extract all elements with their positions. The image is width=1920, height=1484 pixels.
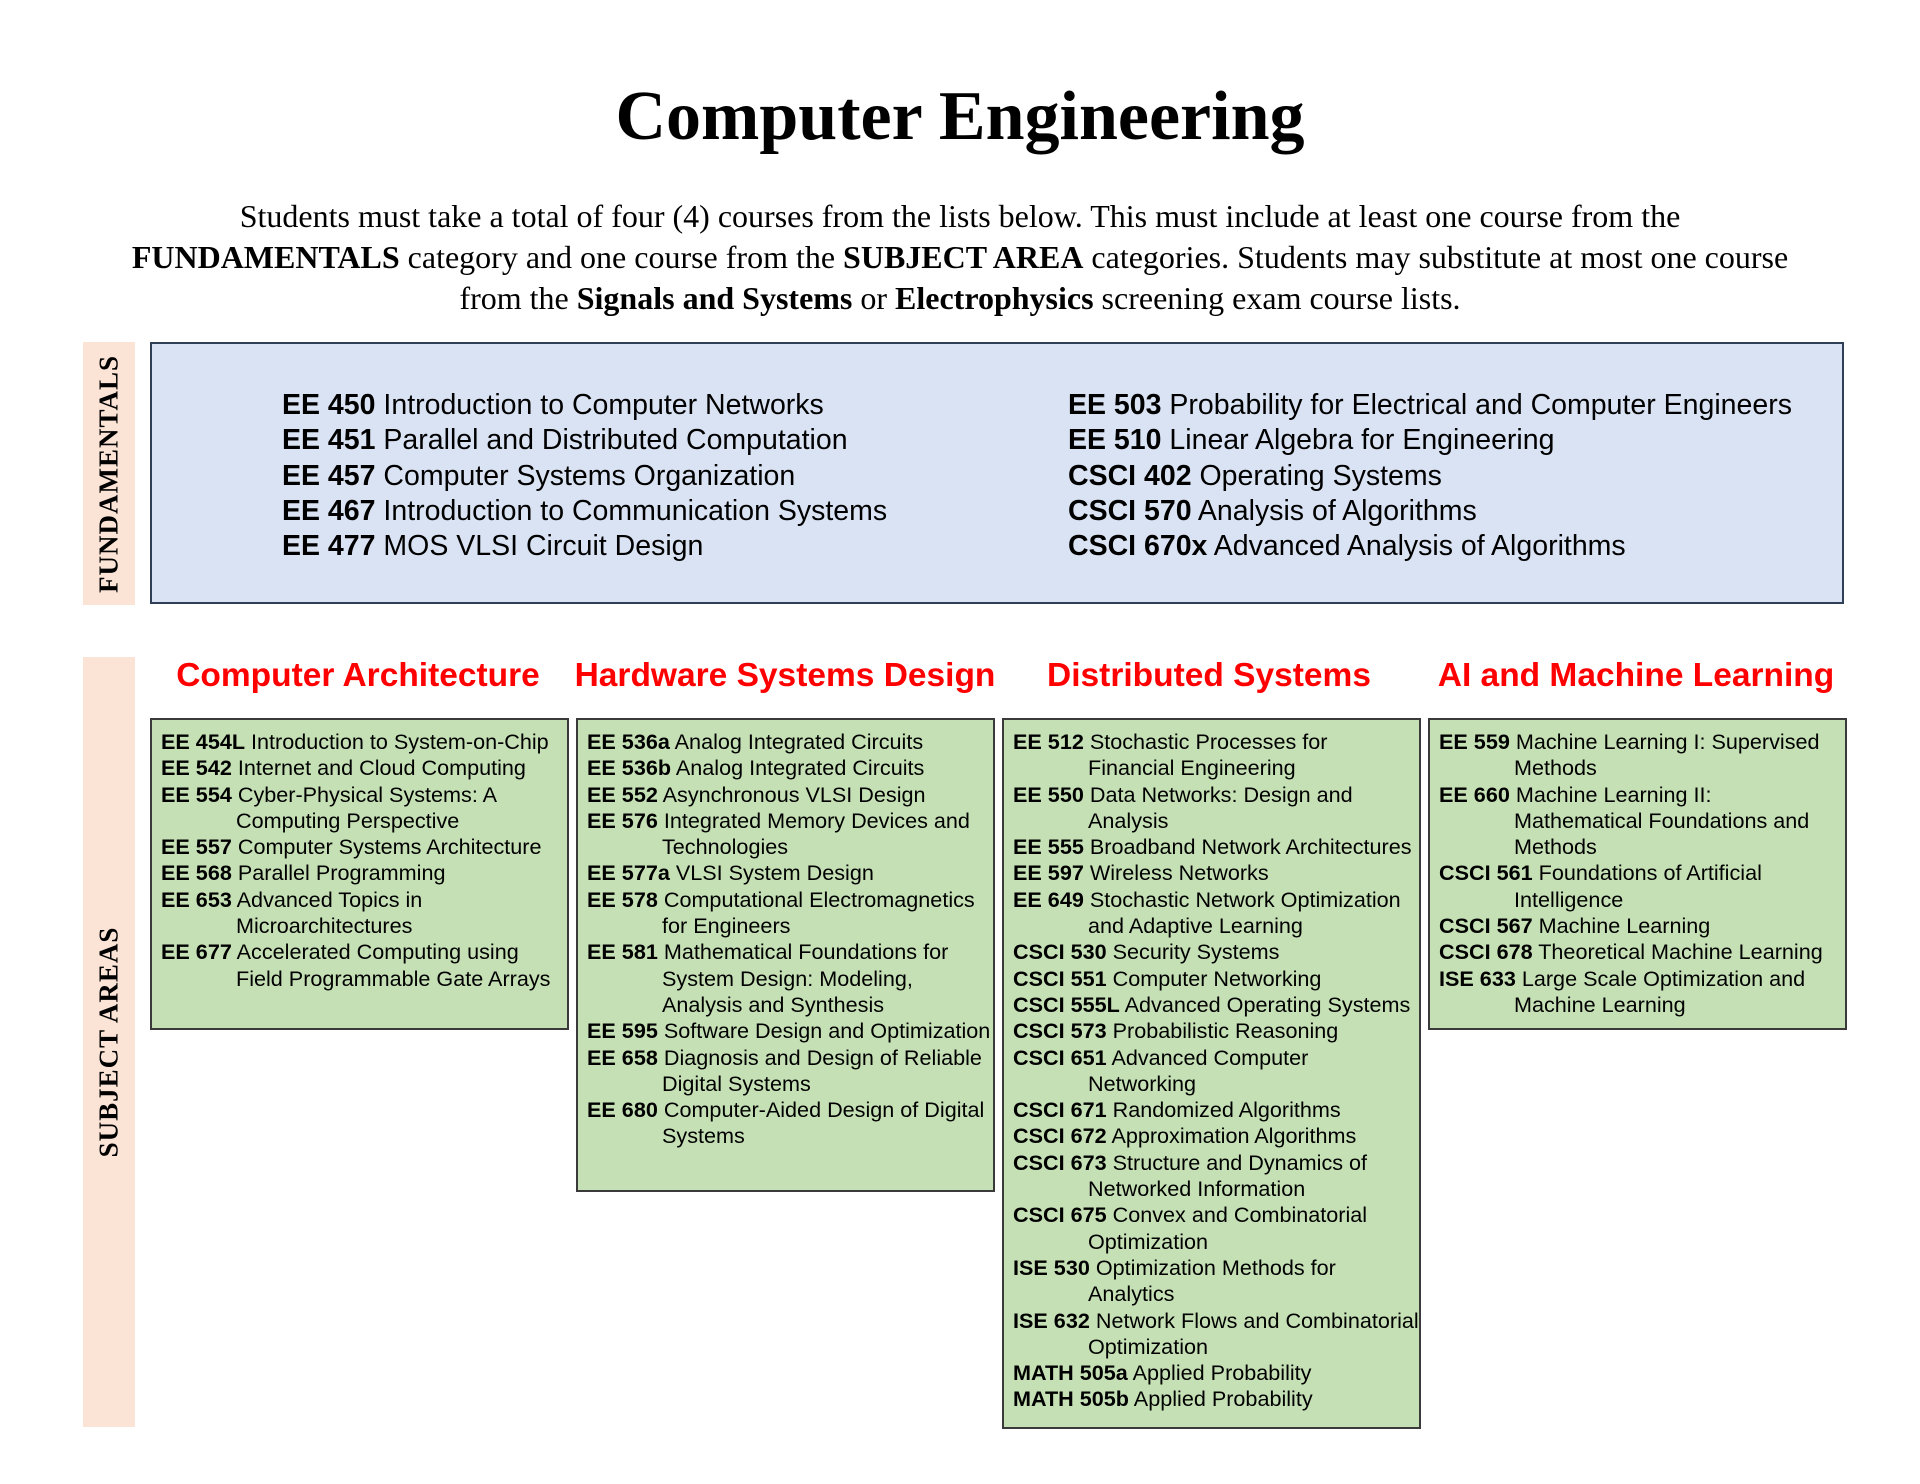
course-name: Linear Algebra for Engineering bbox=[1169, 424, 1555, 457]
course-item bbox=[1013, 887, 1419, 940]
course-item bbox=[1439, 729, 1845, 782]
course-name: Structure and Dynamics of Networked Information bbox=[1088, 1149, 1368, 1202]
course-item bbox=[1013, 992, 1419, 1018]
course-code: EE 677 bbox=[161, 939, 232, 965]
course-item bbox=[587, 755, 993, 781]
course-name: Advanced Computer Networking bbox=[1088, 1044, 1309, 1096]
course-name: Introduction to Computer Networks bbox=[383, 389, 824, 421]
course-item bbox=[161, 782, 567, 835]
course-name: Convex and Combinatorial Optimization bbox=[1088, 1202, 1368, 1254]
course-item bbox=[161, 887, 567, 940]
course-name: Foundations of Artificial Intelligence bbox=[1514, 860, 1762, 912]
intro-bold-fundamentals: FUNDAMENTALS bbox=[131, 239, 400, 275]
course-item bbox=[161, 834, 567, 860]
course-code: CSCI 570 bbox=[1068, 494, 1192, 527]
course-name: Applied Probability bbox=[1132, 1360, 1312, 1386]
course-code: EE 577a bbox=[587, 860, 670, 886]
course-name: Approximation Algorithms bbox=[1111, 1123, 1357, 1149]
course-item bbox=[587, 1097, 993, 1150]
course-name: Wireless Networks bbox=[1089, 860, 1269, 886]
course-item bbox=[587, 808, 993, 861]
intro-text-4: or bbox=[852, 280, 896, 316]
course-item bbox=[1013, 1150, 1419, 1203]
fundamental-course bbox=[282, 423, 887, 458]
course-code: ISE 530 bbox=[1013, 1254, 1090, 1280]
course-name: Introduction to System-on-Chip bbox=[251, 729, 549, 754]
course-name: Computational Electromagnetics for Engineers bbox=[662, 886, 975, 939]
course-item bbox=[587, 729, 993, 755]
course-item bbox=[1013, 1386, 1419, 1412]
course-name: Parallel and Distributed Computation bbox=[383, 424, 848, 457]
course-name: Probability for Electrical and Computer Engineers bbox=[1169, 389, 1792, 421]
course-code: EE 457 bbox=[282, 459, 376, 492]
course-item bbox=[1013, 834, 1419, 860]
fundamental-course bbox=[1068, 494, 1792, 529]
course-name: Optimization Methods for Analytics bbox=[1088, 1254, 1336, 1307]
subject-areas-label-text: SUBJECT AREAS bbox=[93, 926, 124, 1158]
course-item bbox=[1013, 1308, 1419, 1361]
course-code: EE 451 bbox=[282, 424, 376, 457]
fundamentals-left-column bbox=[282, 388, 887, 564]
course-name: VLSI System Design bbox=[675, 860, 874, 886]
course-code: EE 454L bbox=[161, 729, 246, 754]
course-item bbox=[1013, 1360, 1419, 1386]
course-code: EE 555 bbox=[1013, 834, 1084, 860]
fundamentals-right-column bbox=[1068, 388, 1792, 564]
fundamentals-box bbox=[150, 342, 1844, 604]
course-item bbox=[161, 860, 567, 886]
course-name: Probabilistic Reasoning bbox=[1112, 1018, 1339, 1044]
course-item bbox=[1013, 729, 1419, 782]
course-item bbox=[1013, 1018, 1419, 1044]
course-code: CSCI 561 bbox=[1439, 860, 1533, 886]
course-name: Mathematical Foundations for System Design: Modeling, Analysis and Synthesis bbox=[662, 939, 949, 1017]
course-item bbox=[161, 939, 567, 992]
course-item bbox=[1439, 860, 1845, 913]
course-code: EE 510 bbox=[1068, 424, 1162, 457]
course-code: EE 536b bbox=[587, 755, 672, 781]
course-name: Broadband Network Architectures bbox=[1089, 834, 1412, 860]
course-item bbox=[1013, 1202, 1419, 1255]
area-box-computer-architecture bbox=[150, 718, 569, 1030]
course-code: EE 680 bbox=[587, 1097, 658, 1123]
fundamental-course bbox=[282, 388, 887, 423]
course-code: EE 660 bbox=[1439, 781, 1510, 807]
course-name: Machine Learning I: Supervised Methods bbox=[1514, 729, 1820, 781]
course-code: CSCI 567 bbox=[1439, 913, 1533, 939]
intro-text-2: category and one course from the bbox=[399, 239, 844, 275]
area-title-ai-machine-learning: AI and Machine Learning bbox=[1437, 657, 1835, 694]
subject-areas-side-label bbox=[83, 657, 135, 1427]
course-code: CSCI 402 bbox=[1068, 459, 1192, 492]
course-code: CSCI 671 bbox=[1013, 1097, 1107, 1123]
course-code: EE 542 bbox=[161, 755, 232, 781]
course-item bbox=[1439, 966, 1845, 1019]
course-name: Stochastic Network Optimization and Adaptive Learning bbox=[1088, 886, 1401, 939]
course-code: ISE 632 bbox=[1013, 1307, 1090, 1333]
course-name: Machine Learning II: Mathematical Foundations and Methods bbox=[1514, 781, 1810, 860]
course-item bbox=[1013, 860, 1419, 886]
fundamental-course bbox=[282, 459, 887, 494]
course-name: Internet and Cloud Computing bbox=[237, 755, 526, 781]
course-name: Network Flows and Combinatorial Optimization bbox=[1088, 1307, 1419, 1359]
course-name: Analog Integrated Circuits bbox=[674, 729, 924, 754]
course-name: Large Scale Optimization and Machine Learning bbox=[1514, 965, 1806, 1017]
intro-bold-subject-area: SUBJECT AREA bbox=[843, 239, 1084, 275]
course-item bbox=[1013, 782, 1419, 835]
course-name: Computer Networking bbox=[1112, 965, 1322, 991]
course-code: EE 552 bbox=[587, 781, 658, 807]
fundamental-course bbox=[1068, 529, 1792, 564]
course-name: Operating Systems bbox=[1199, 459, 1442, 492]
course-name: Machine Learning bbox=[1538, 913, 1711, 939]
course-item bbox=[1439, 913, 1845, 939]
course-item bbox=[1013, 939, 1419, 965]
course-code: EE 450 bbox=[282, 389, 376, 421]
area-title-hardware-systems-design: Hardware Systems Design bbox=[574, 657, 996, 694]
course-code: CSCI 555L bbox=[1013, 991, 1120, 1017]
course-item bbox=[1439, 939, 1845, 965]
fundamental-course bbox=[1068, 423, 1792, 458]
course-name: Applied Probability bbox=[1133, 1386, 1313, 1412]
area-box-distributed-systems bbox=[1002, 718, 1421, 1429]
intro-paragraph bbox=[110, 196, 1810, 319]
course-name: Advanced Topics in Microarchitectures bbox=[236, 886, 423, 939]
course-code: EE 512 bbox=[1013, 729, 1084, 754]
fundamental-course bbox=[282, 529, 887, 564]
course-name: Analog Integrated Circuits bbox=[675, 755, 925, 781]
course-code: CSCI 551 bbox=[1013, 965, 1107, 991]
course-name: Accelerated Computing using Field Programmable Gate Arrays bbox=[236, 939, 551, 991]
course-item bbox=[1439, 782, 1845, 861]
course-code: EE 653 bbox=[161, 886, 232, 912]
course-code: CSCI 678 bbox=[1439, 939, 1533, 965]
course-name: Asynchronous VLSI Design bbox=[662, 781, 926, 807]
course-code: CSCI 651 bbox=[1013, 1044, 1107, 1070]
intro-bold-electrophysics: Electrophysics bbox=[895, 280, 1094, 316]
course-name: Advanced Analysis of Algorithms bbox=[1213, 530, 1626, 563]
course-code: CSCI 530 bbox=[1013, 939, 1107, 965]
course-name: Advanced Operating Systems bbox=[1124, 991, 1411, 1017]
course-code: CSCI 672 bbox=[1013, 1123, 1107, 1149]
course-code: EE 536a bbox=[587, 729, 670, 754]
course-code: EE 649 bbox=[1013, 886, 1084, 912]
course-code: CSCI 573 bbox=[1013, 1018, 1107, 1044]
area-title-computer-architecture: Computer Architecture bbox=[176, 657, 540, 694]
course-item bbox=[587, 1045, 993, 1098]
course-name: Theoretical Machine Learning bbox=[1538, 939, 1823, 965]
fundamentals-side-label bbox=[83, 342, 135, 605]
course-code: EE 559 bbox=[1439, 729, 1510, 754]
intro-bold-signals: Signals and Systems bbox=[576, 280, 853, 316]
course-item bbox=[587, 1018, 993, 1044]
course-code: MATH 505a bbox=[1013, 1360, 1128, 1386]
course-code: EE 557 bbox=[161, 834, 232, 860]
course-name: Analysis of Algorithms bbox=[1197, 494, 1477, 527]
course-code: CSCI 673 bbox=[1013, 1149, 1107, 1175]
course-code: EE 568 bbox=[161, 860, 232, 886]
course-name: MOS VLSI Circuit Design bbox=[383, 530, 704, 563]
course-item bbox=[161, 755, 567, 781]
course-code: MATH 505b bbox=[1013, 1386, 1129, 1412]
course-name: Parallel Programming bbox=[237, 860, 446, 886]
course-code: EE 658 bbox=[587, 1044, 658, 1070]
course-name: Software Design and Optimization bbox=[663, 1018, 991, 1044]
course-name: Introduction to Communication Systems bbox=[383, 494, 888, 527]
course-code: EE 576 bbox=[587, 807, 658, 833]
course-item bbox=[587, 782, 993, 808]
course-code: ISE 633 bbox=[1439, 965, 1516, 991]
course-name: Diagnosis and Design of Reliable Digital Systems bbox=[662, 1044, 982, 1096]
area-title-distributed-systems: Distributed Systems bbox=[1047, 657, 1371, 694]
course-name: Stochastic Processes for Financial Engineering bbox=[1088, 729, 1328, 781]
course-name: Security Systems bbox=[1112, 939, 1280, 965]
course-code: CSCI 675 bbox=[1013, 1202, 1107, 1228]
course-code: EE 578 bbox=[587, 886, 658, 912]
course-item bbox=[1013, 966, 1419, 992]
course-name: Computer Systems Organization bbox=[383, 459, 796, 492]
course-name: Computer-Aided Design of Digital Systems bbox=[662, 1097, 985, 1149]
course-code: EE 503 bbox=[1068, 389, 1162, 421]
course-item bbox=[161, 729, 567, 755]
area-box-hardware-systems-design bbox=[576, 718, 995, 1192]
course-code: EE 477 bbox=[282, 530, 376, 563]
fundamental-course bbox=[1068, 388, 1792, 423]
course-item bbox=[1013, 1123, 1419, 1149]
page-title: Computer Engineering bbox=[615, 78, 1305, 155]
course-item bbox=[1013, 1255, 1419, 1308]
course-name: Computer Systems Architecture bbox=[237, 834, 542, 860]
fundamentals-label-text: FUNDAMENTALS bbox=[93, 354, 124, 593]
fundamental-course bbox=[1068, 459, 1792, 494]
course-item bbox=[587, 887, 993, 940]
course-code: EE 467 bbox=[282, 494, 376, 527]
course-code: EE 554 bbox=[161, 781, 232, 807]
course-code: EE 597 bbox=[1013, 860, 1084, 886]
course-item bbox=[587, 939, 993, 1018]
intro-text-1: Students must take a total of four (4) courses from the lists below. This must include at least one course from the bbox=[239, 198, 1681, 234]
area-box-ai-machine-learning bbox=[1428, 718, 1847, 1030]
course-name: Randomized Algorithms bbox=[1112, 1097, 1341, 1123]
course-code: CSCI 670x bbox=[1068, 530, 1208, 563]
course-item bbox=[1013, 1097, 1419, 1123]
course-name: Cyber-Physical Systems: A Computing Perspective bbox=[236, 781, 496, 833]
course-item bbox=[587, 860, 993, 886]
course-code: EE 595 bbox=[587, 1018, 658, 1044]
fundamental-course bbox=[282, 494, 887, 529]
intro-text-3: categories. Students may substitute at most one course from the bbox=[459, 239, 1789, 316]
course-code: EE 550 bbox=[1013, 781, 1084, 807]
course-name: Data Networks: Design and Analysis bbox=[1088, 781, 1353, 833]
intro-text-5: screening exam course lists. bbox=[1093, 280, 1461, 316]
course-item bbox=[1013, 1045, 1419, 1098]
course-name: Integrated Memory Devices and Technologies bbox=[662, 807, 970, 860]
course-code: EE 581 bbox=[587, 939, 658, 965]
